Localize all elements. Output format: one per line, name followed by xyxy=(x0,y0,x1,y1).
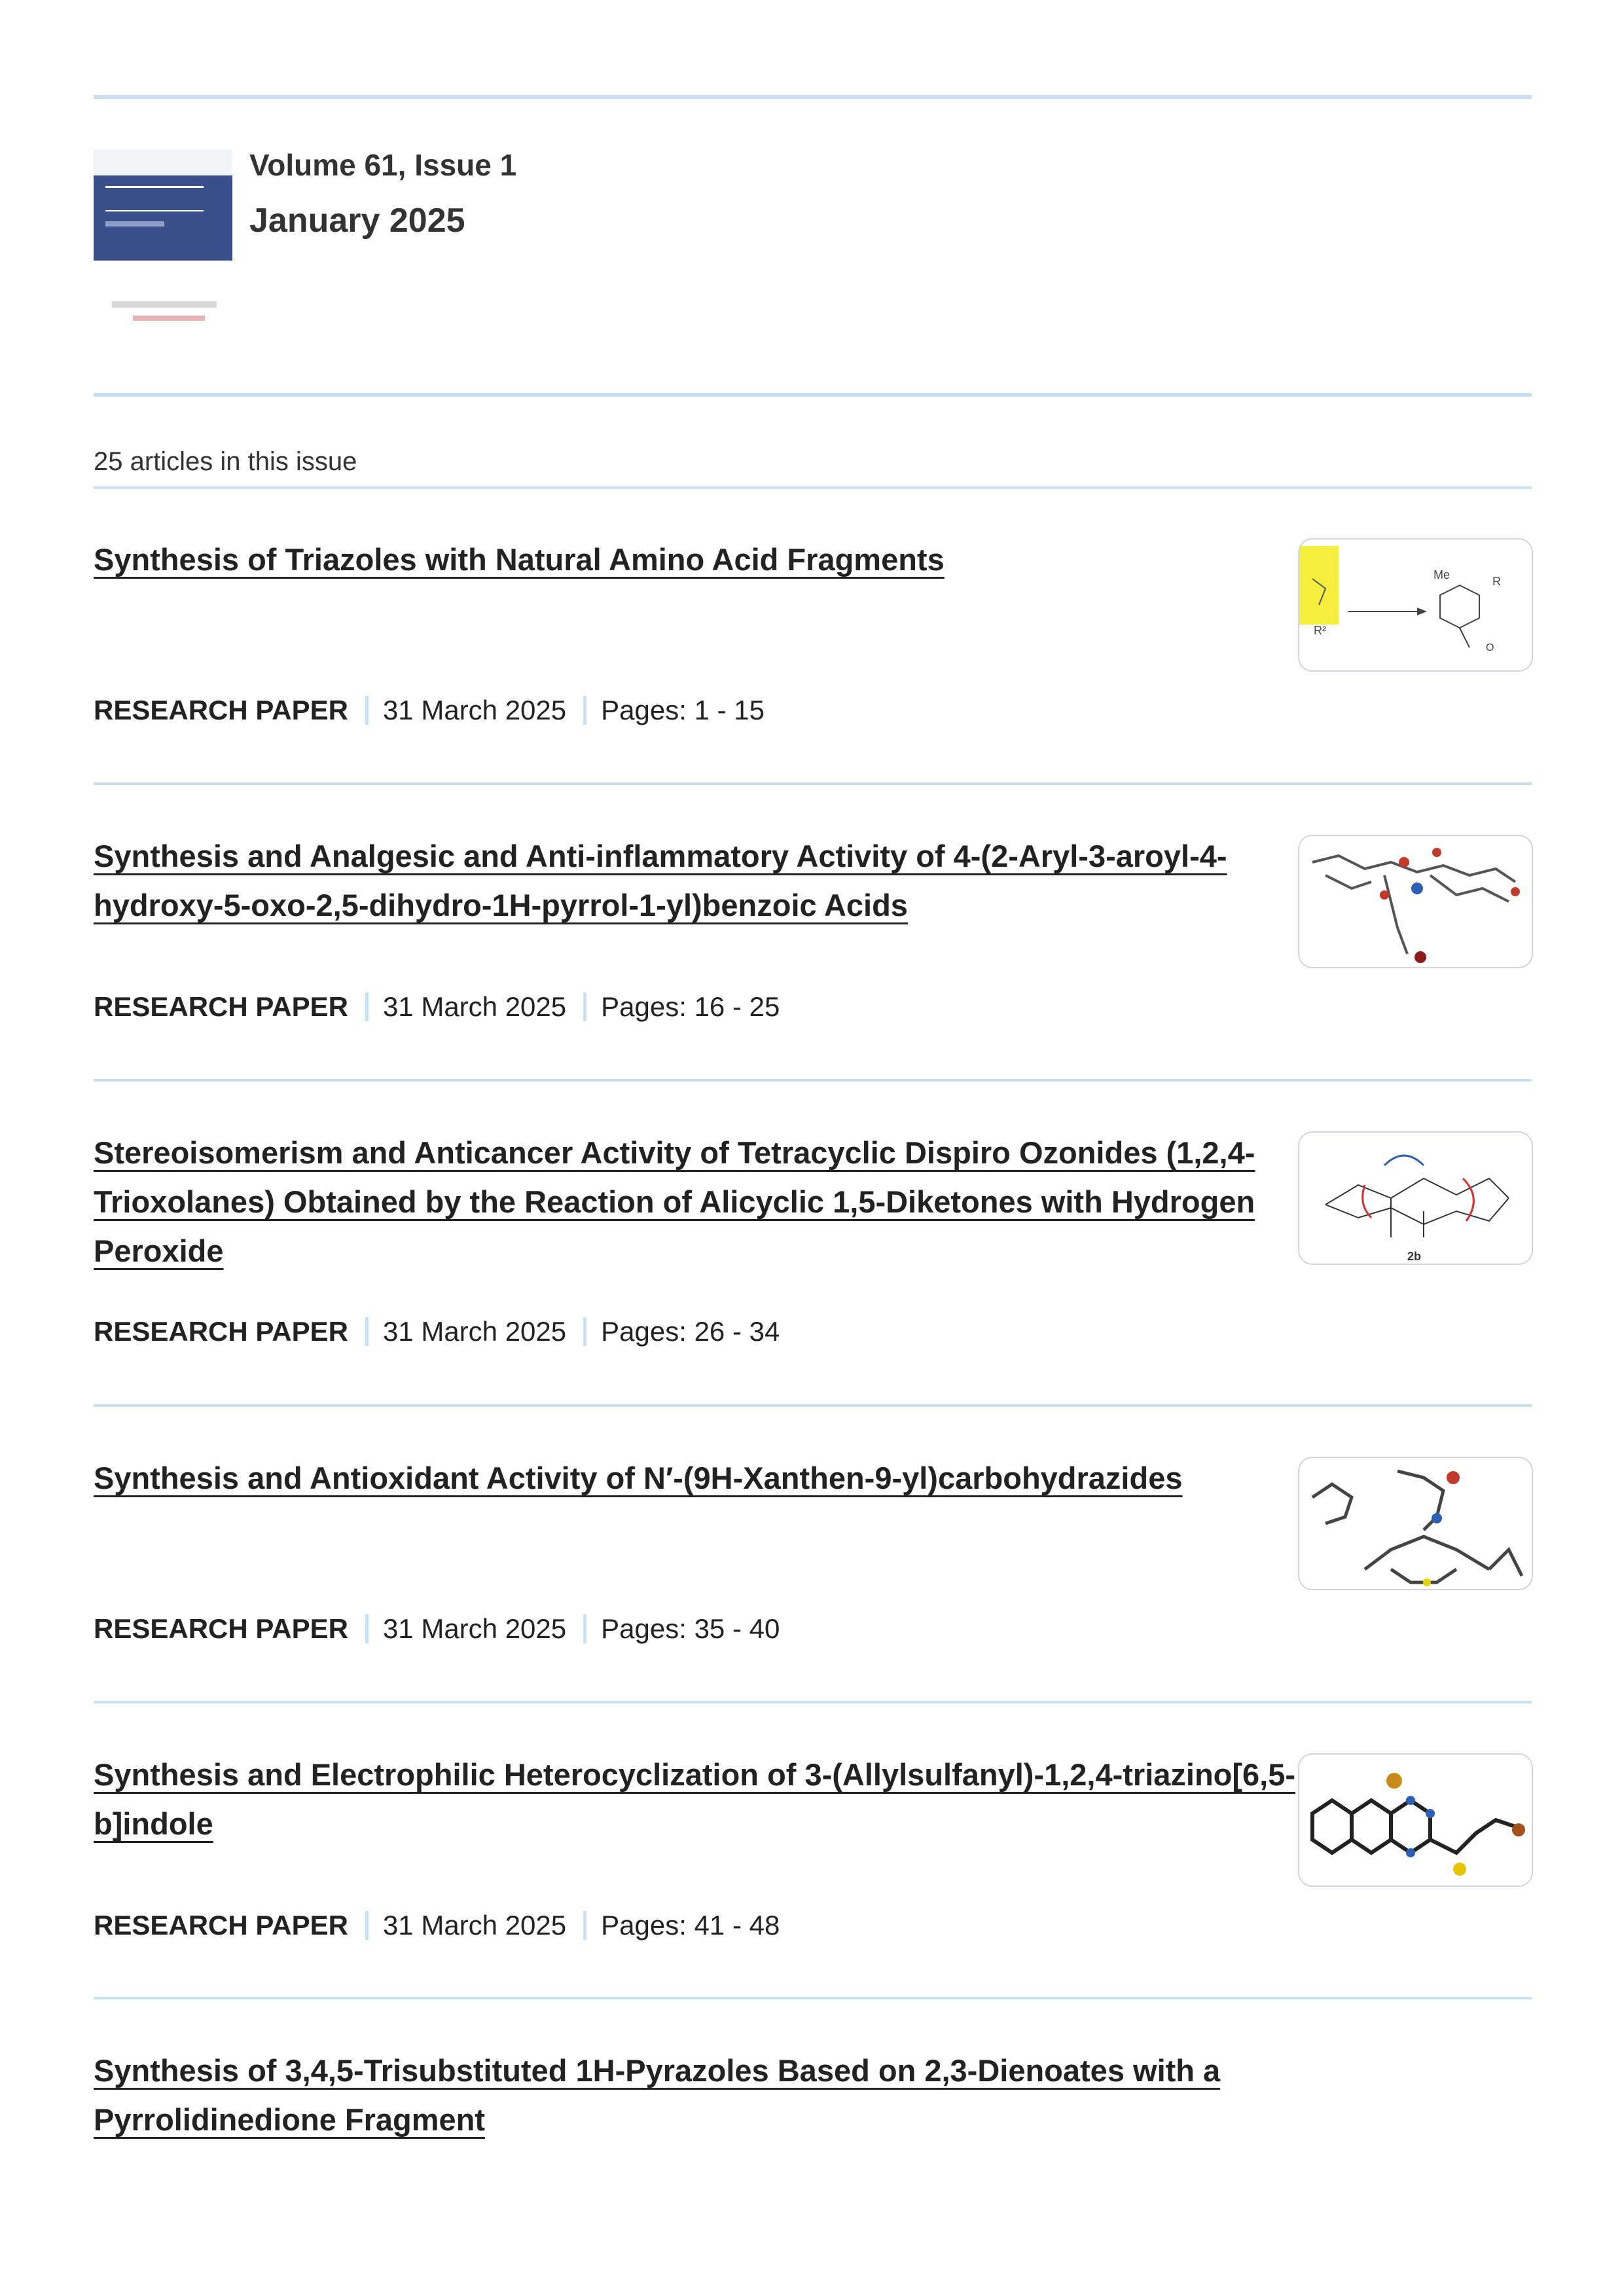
article-count: 25 articles in this issue xyxy=(94,447,357,476)
article-type: RESEARCH PAPER xyxy=(94,1910,348,1941)
article-pages: Pages: 41 - 48 xyxy=(601,1910,780,1941)
svg-text:O: O xyxy=(1486,642,1494,653)
article-title-link[interactable]: Synthesis and Analgesic and Anti-inflammatory Activity of 4-(2-Aryl-3-aroyl-4-hydroxy-5-oxo-2,5-dihydro-1H-pyrrol-1-yl)benzoic Acids xyxy=(94,839,1227,922)
article-title-link[interactable]: Synthesis and Electrophilic Heterocyclization of 3-(Allylsulfanyl)-1,2,4-triazino[6,5-b]indole xyxy=(94,1757,1296,1841)
svg-text:R: R xyxy=(1492,575,1501,588)
article-date: 31 March 2025 xyxy=(382,991,567,1022)
article-date: 31 March 2025 xyxy=(382,1316,567,1347)
volume-issue: Volume 61, Issue 1 xyxy=(249,148,517,182)
article-graphical-abstract[interactable] xyxy=(1298,835,1533,968)
journal-cover-image[interactable] xyxy=(94,149,232,333)
svg-text:Me: Me xyxy=(1433,568,1451,581)
article-pages: Pages: 1 - 15 xyxy=(601,695,765,725)
issue-date: January 2025 xyxy=(249,202,465,240)
header-divider xyxy=(94,393,1532,397)
svg-text:2b: 2b xyxy=(1407,1250,1422,1263)
article-type: RESEARCH PAPER xyxy=(94,991,348,1022)
svg-text:R²: R² xyxy=(1314,624,1326,637)
article-pages: Pages: 26 - 34 xyxy=(601,1316,780,1347)
article-divider xyxy=(94,1079,1532,1082)
article-meta xyxy=(94,1613,780,1645)
article-title-link[interactable]: Synthesis and Antioxidant Activity of N′-(9H-Xanthen-9-yl)carbohydrazides xyxy=(94,1461,1183,1495)
article-graphical-abstract[interactable] xyxy=(1298,1131,1533,1265)
article-title-link[interactable]: Stereoisomerism and Anticancer Activity of Tetracyclic Dispiro Ozonides (1,2,4-Trioxolanes) Obtained by the Reaction of Alicyclic 1,5-Diketones with Hydrogen Peroxide xyxy=(94,1135,1255,1268)
article-divider xyxy=(94,1404,1532,1407)
article-meta xyxy=(94,991,780,1023)
article-pages: Pages: 35 - 40 xyxy=(601,1613,780,1644)
article-type: RESEARCH PAPER xyxy=(94,1316,348,1347)
article-type: RESEARCH PAPER xyxy=(94,695,348,725)
article-divider xyxy=(94,1997,1532,1999)
article-divider xyxy=(94,1701,1532,1704)
article-pages: Pages: 16 - 25 xyxy=(601,991,780,1022)
article-graphical-abstract[interactable] xyxy=(1298,1457,1533,1590)
article-meta xyxy=(94,1316,780,1347)
article-date: 31 March 2025 xyxy=(382,695,567,725)
article-title-link[interactable]: Synthesis of 3,4,5-Trisubstituted 1H-Pyrazoles Based on 2,3-Dienoates with a Pyrrolidinedione Fragment xyxy=(94,2053,1221,2137)
article-date: 31 March 2025 xyxy=(382,1613,567,1644)
list-divider xyxy=(94,486,1532,489)
cover-book xyxy=(94,149,232,261)
article-date: 31 March 2025 xyxy=(382,1910,567,1941)
top-divider xyxy=(94,95,1532,99)
article-divider xyxy=(94,782,1532,785)
article-graphical-abstract[interactable] xyxy=(1298,1753,1533,1887)
article-meta xyxy=(94,1910,780,1941)
article-title-link[interactable]: Synthesis of Triazoles with Natural Amino Acid Fragments xyxy=(94,542,945,577)
article-meta xyxy=(94,695,765,726)
article-type: RESEARCH PAPER xyxy=(94,1613,348,1644)
article-graphical-abstract[interactable] xyxy=(1298,538,1533,672)
